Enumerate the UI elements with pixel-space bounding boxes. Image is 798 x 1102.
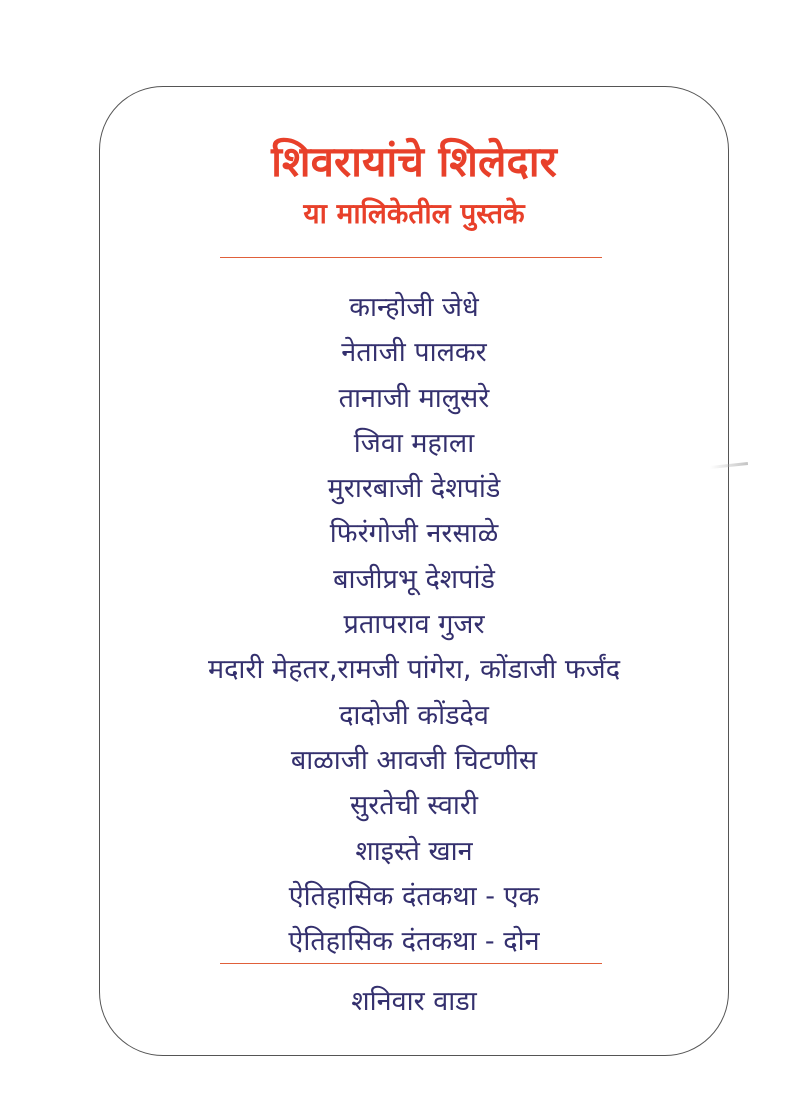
top-divider bbox=[220, 257, 602, 258]
book-title: नेताजी पालकर bbox=[341, 337, 487, 369]
book-title: मदारी मेहतर,रामजी पांगेरा, कोंडाजी फर्जंद bbox=[207, 654, 621, 686]
book-series-card bbox=[99, 86, 729, 1056]
book-title: बाजीप्रभू देशपांडे bbox=[333, 563, 495, 595]
book-title: कान्होजी जेधे bbox=[349, 292, 479, 323]
book-title: दादोजी कोंडदेव bbox=[339, 699, 489, 731]
book-list bbox=[100, 285, 728, 964]
book-title: बाळाजी आवजी चिटणीस bbox=[290, 744, 538, 776]
book-title: सुरतेची स्वारी bbox=[350, 790, 478, 822]
series-subtitle: या मालिकेतील पुस्तके bbox=[303, 197, 525, 230]
book-title: ऐतिहासिक दंतकथा - एक bbox=[288, 880, 540, 912]
footer-book-title: शनिवार वाडा bbox=[351, 986, 477, 1017]
book-title: प्रतापराव गुजर bbox=[343, 609, 485, 641]
book-title: जिवा महाला bbox=[353, 427, 475, 459]
book-title: तानाजी मालुसरे bbox=[338, 382, 490, 414]
bottom-divider bbox=[220, 963, 602, 964]
book-title: शाइस्ते खान bbox=[355, 835, 473, 867]
series-title: शिवरायांचे शिलेदार bbox=[271, 137, 557, 186]
book-title: फिरंगोजी नरसाळे bbox=[329, 518, 499, 550]
book-title: मुरारबाजी देशपांडे bbox=[327, 473, 501, 505]
book-title: ऐतिहासिक दंतकथा - दोन bbox=[288, 926, 540, 958]
